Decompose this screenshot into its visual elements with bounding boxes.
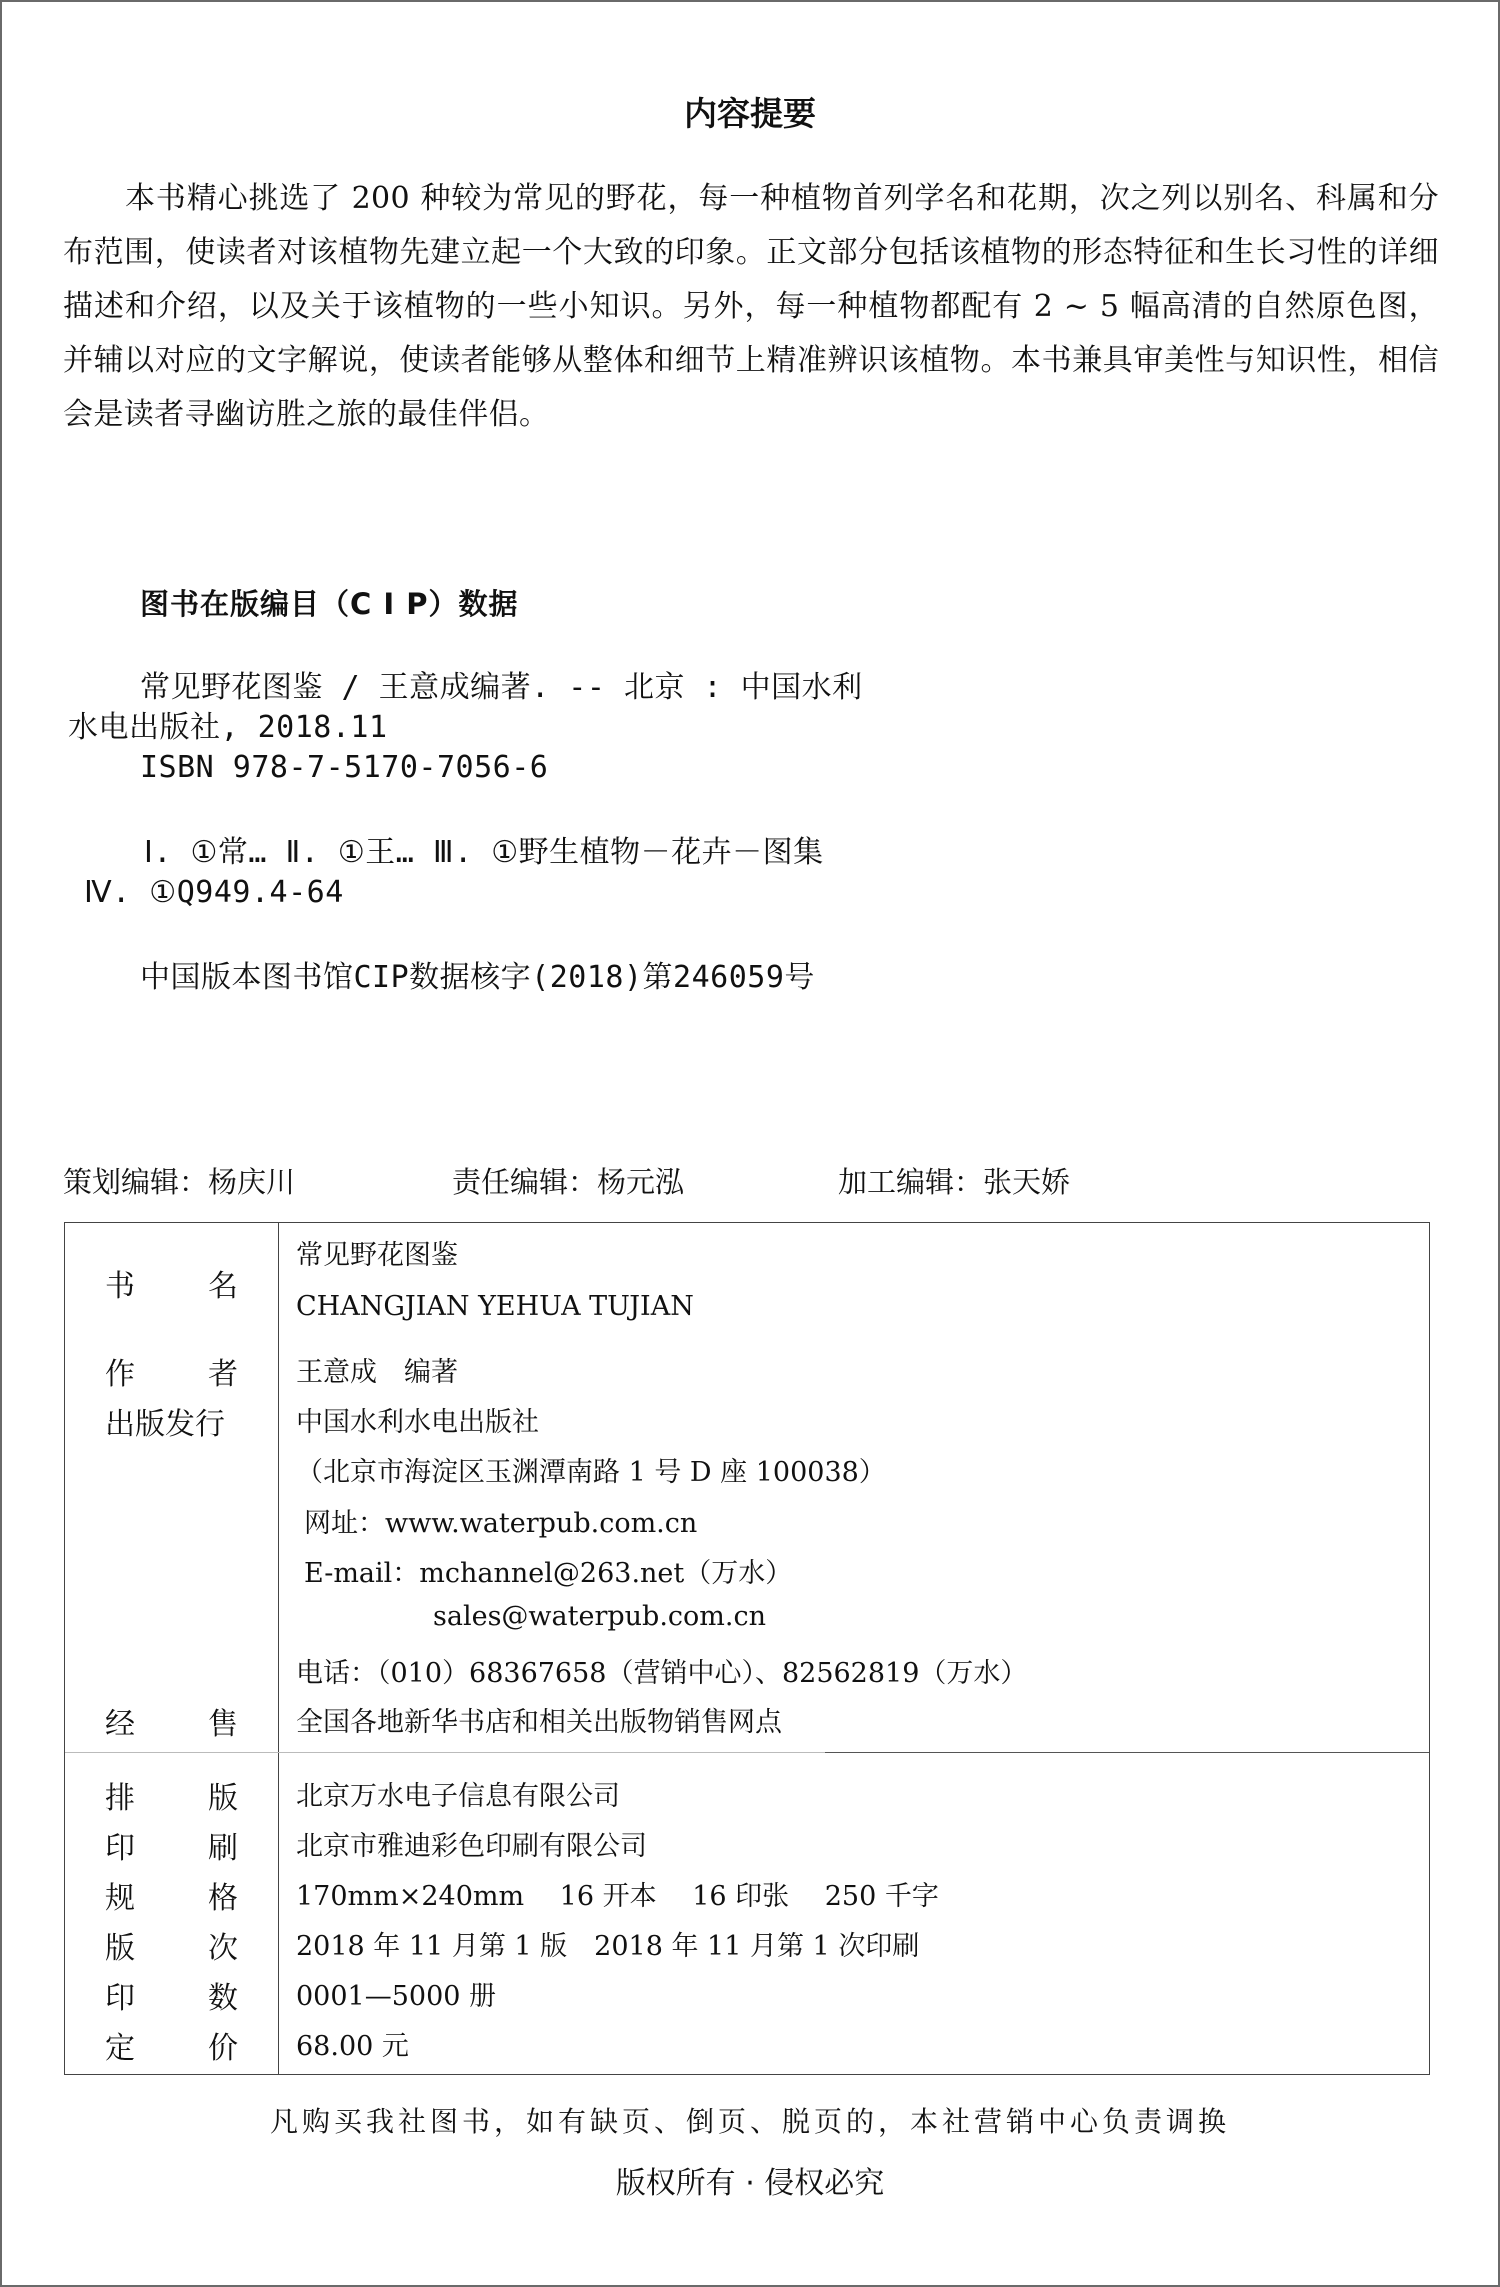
publisher-email-1: E-mail：mchannel@263.net（万水） [304,1558,793,1589]
replacement-notice: 凡购买我社图书，如有缺页、倒页、脱页的，本社营销中心负责调换 [269,2105,1230,2138]
book-title-pinyin: CHANGJIAN YEHUA TUJIAN [296,1291,694,1322]
price-value: 68.00 元 [296,2031,409,2062]
label-price: 定 价 [105,2031,238,2066]
section-separator-dark [825,1752,1429,1753]
column-divider [278,1223,279,2074]
cip-isbn: ISBN 978-7-5170-7056-6 [140,750,549,785]
cip-line-2: 水电出版社, 2018.11 [68,710,388,745]
editor-name: 杨庆川 [208,1165,296,1199]
book-title-cn: 常见野花图鉴 [296,1240,458,1271]
distribution-value: 全国各地新华书店和相关出版物销售网点 [296,1707,782,1738]
publisher-value: 中国水利水电出版社 [296,1407,539,1438]
label-printing: 印 刷 [105,1831,238,1866]
cip-heading: 图书在版编目（C I P）数据 [140,587,519,621]
editor-name: 张天娇 [983,1165,1071,1199]
publisher-phone: 电话：（010）68367658（营销中心）、82562819（万水） [296,1658,1028,1689]
label-publisher: 出版发行 [105,1407,225,1442]
editor-processing [838,1160,1070,1201]
summary-title: 内容提要 [684,94,816,133]
printing-value: 北京市雅迪彩色印刷有限公司 [296,1831,647,1862]
specification-value: 170mm×240mm 16 开本 16 印张 250 千字 [296,1881,939,1912]
cip-record-number: 中国版本图书馆CIP数据核字(2018)第246059号 [140,960,815,995]
label-edition: 版 次 [105,1931,238,1966]
label-distribution: 经 售 [105,1707,238,1742]
author-value: 王意成 编著 [296,1357,458,1388]
cip-classification-1: Ⅰ. ①常… Ⅱ. ①王… Ⅲ. ①野生植物－花卉－图集 [144,835,824,870]
editor-planning [63,1160,295,1201]
editor-role: 责任编辑： [452,1165,598,1199]
summary-body: 本书精心挑选了 200 种较为常见的野花，每一种植物首列学名和花期，次之列以别名、科属和分布范围，使读者对该植物先建立起一个大致的印象。正文部分包括该植物的形态特征和生长习性的详细描述和介绍，以及关于该植物的一些小知识。另外，每一种植物都配有 2 ~ 5 幅高清的自然原色图，并辅以对应的文字解说，使读者能够从整体和细节上精准辨识该植物。本书兼具审美性与知识性，相信会是读者寻幽访胜之旅的最佳伴侣。 [63,181,1439,432]
edition-value: 2018 年 11 月第 1 版 2018 年 11 月第 1 次印刷 [296,1931,920,1962]
cip-classification-2: Ⅳ. ①Q949.4-64 [84,875,344,910]
editor-role: 加工编辑： [838,1165,984,1199]
publisher-website: 网址：www.waterpub.com.cn [304,1508,698,1539]
label-print-run: 印 数 [105,1981,238,2016]
print-run-value: 0001—5000 册 [296,1981,497,2012]
editor-responsible [452,1160,684,1201]
publisher-address: （北京市海淀区玉渊潭南路 1 号 D 座 100038） [296,1457,886,1488]
label-specification: 规 格 [105,1881,238,1916]
copyright-notice: 版权所有 · 侵权必究 [615,2166,885,2201]
label-author: 作 者 [105,1357,238,1392]
cip-line-1: 常见野花图鉴 / 王意成编著. -- 北京 : 中国水利 [140,670,863,705]
editor-name: 杨元泓 [597,1165,685,1199]
publisher-email-2: sales@waterpub.com.cn [433,1601,766,1632]
label-typesetting: 排 版 [105,1781,238,1816]
label-book-title: 书 名 [105,1269,238,1304]
colophon-table [64,1222,1430,2075]
editor-role: 策划编辑： [63,1165,209,1199]
typesetting-value: 北京万水电子信息有限公司 [296,1781,620,1812]
